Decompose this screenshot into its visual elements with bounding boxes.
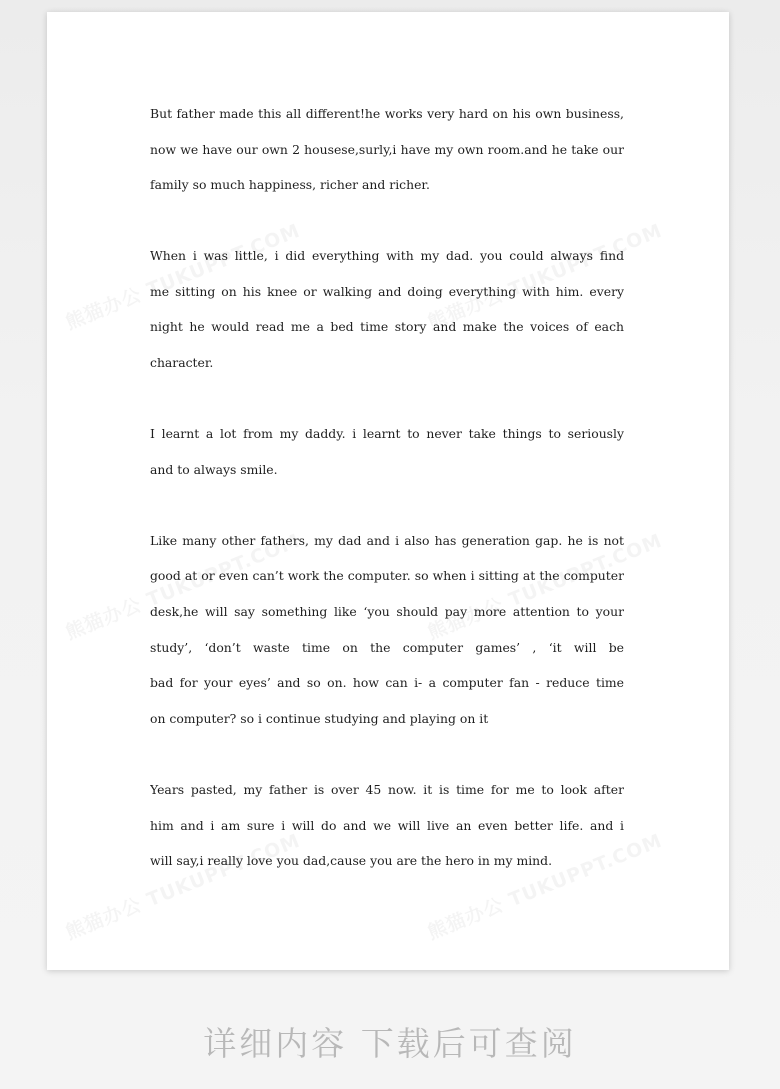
paragraph-5 [150,772,624,879]
text-line: and to always smile. [150,461,278,477]
paragraph-1 [150,96,624,203]
text-line: family so much happiness, richer and richer. [150,177,430,193]
text-line: him and i am sure i will do and we will live an even better life. and i [150,817,624,833]
text-line: night he would read me a bed time story and make the voices of each [150,319,624,335]
document-page [47,12,729,970]
text-line: study’, ‘don’t waste time on the computer games’ , ‘it will be [150,639,624,655]
text-line: I learnt a lot from my daddy. i learnt to never take things to seriously [150,426,624,442]
download-hint-caption: 详细内容 下载后可查阅 [203,1024,577,1063]
text-line: character. [150,355,214,371]
text-line: now we have our own 2 housese,surly,i have my own room.and he take our [150,141,624,157]
text-line: good at or even can’t work the computer. so when i sitting at the computer [150,568,624,584]
text-line: desk,he will say something like ‘you should pay more attention to your [150,604,624,620]
paragraph-4 [150,523,624,737]
text-line: Years pasted, my father is over 45 now. it is time for me to look after [150,781,624,797]
text-line: bad for your eyes’ and so on. how can i- a computer fan - reduce time [150,675,624,691]
document-body [150,96,624,914]
text-line: on computer? so i continue studying and playing on it [150,710,489,726]
paragraph-3 [150,416,624,487]
paragraph-2 [150,238,624,380]
text-line: Like many other fathers, my dad and i also has generation gap. he is not [150,532,624,548]
text-line: When i was little, i did everything with my dad. you could always find [150,248,624,264]
text-line: will say,i really love you dad,cause you are the hero in my mind. [150,853,553,869]
text-line: me sitting on his knee or walking and doing everything with him. every [150,283,624,299]
text-line: But father made this all different!he works very hard on his own business, [150,106,624,121]
